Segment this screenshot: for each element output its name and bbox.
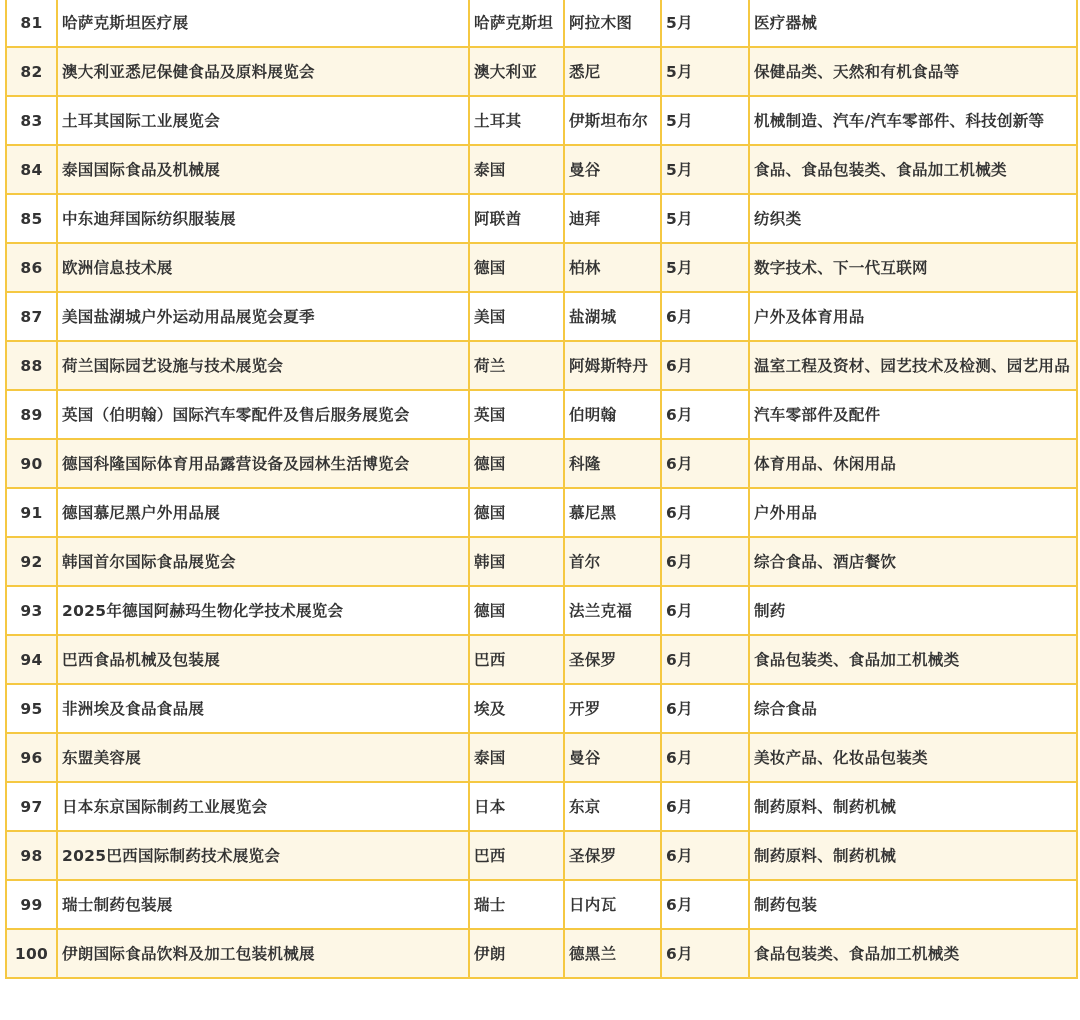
exhibition-name: 德国科隆国际体育用品露营设备及园林生活博览会 bbox=[57, 439, 469, 488]
row-number: 92 bbox=[6, 537, 57, 586]
exhibition-name: 欧洲信息技术展 bbox=[57, 243, 469, 292]
table-row bbox=[6, 292, 1077, 341]
table-row bbox=[6, 439, 1077, 488]
exhibition-name: 巴西食品机械及包装展 bbox=[57, 635, 469, 684]
category: 食品、食品包装类、食品加工机械类 bbox=[749, 145, 1077, 194]
month: 6月 bbox=[661, 733, 749, 782]
month: 6月 bbox=[661, 586, 749, 635]
month: 6月 bbox=[661, 684, 749, 733]
city: 首尔 bbox=[564, 537, 661, 586]
row-number: 85 bbox=[6, 194, 57, 243]
country: 泰国 bbox=[469, 733, 564, 782]
table-row bbox=[6, 831, 1077, 880]
exhibition-name: 非洲埃及食品食品展 bbox=[57, 684, 469, 733]
category: 数字技术、下一代互联网 bbox=[749, 243, 1077, 292]
table-row bbox=[6, 194, 1077, 243]
city: 伯明翰 bbox=[564, 390, 661, 439]
city: 法兰克福 bbox=[564, 586, 661, 635]
exhibition-name: 东盟美容展 bbox=[57, 733, 469, 782]
exhibition-name: 英国（伯明翰）国际汽车零配件及售后服务展览会 bbox=[57, 390, 469, 439]
country: 韩国 bbox=[469, 537, 564, 586]
category: 温室工程及资材、园艺技术及检测、园艺用品 bbox=[749, 341, 1077, 390]
month: 5月 bbox=[661, 145, 749, 194]
row-number: 89 bbox=[6, 390, 57, 439]
table-row bbox=[6, 0, 1077, 47]
city: 圣保罗 bbox=[564, 831, 661, 880]
row-number: 84 bbox=[6, 145, 57, 194]
month: 6月 bbox=[661, 831, 749, 880]
row-number: 86 bbox=[6, 243, 57, 292]
expo-table bbox=[5, 0, 1078, 979]
category: 制药 bbox=[749, 586, 1077, 635]
city: 圣保罗 bbox=[564, 635, 661, 684]
table-row bbox=[6, 635, 1077, 684]
country: 日本 bbox=[469, 782, 564, 831]
row-number: 96 bbox=[6, 733, 57, 782]
city: 曼谷 bbox=[564, 733, 661, 782]
country: 巴西 bbox=[469, 635, 564, 684]
row-number: 97 bbox=[6, 782, 57, 831]
table-row bbox=[6, 145, 1077, 194]
city: 开罗 bbox=[564, 684, 661, 733]
category: 保健品类、天然和有机食品等 bbox=[749, 47, 1077, 96]
row-number: 94 bbox=[6, 635, 57, 684]
row-number: 83 bbox=[6, 96, 57, 145]
row-number: 100 bbox=[6, 929, 57, 978]
month: 6月 bbox=[661, 782, 749, 831]
category: 美妆产品、化妆品包装类 bbox=[749, 733, 1077, 782]
row-number: 90 bbox=[6, 439, 57, 488]
country: 哈萨克斯坦 bbox=[469, 0, 564, 47]
month: 6月 bbox=[661, 292, 749, 341]
country: 德国 bbox=[469, 243, 564, 292]
table-row bbox=[6, 96, 1077, 145]
table-row bbox=[6, 880, 1077, 929]
exhibition-name: 2025巴西国际制药技术展览会 bbox=[57, 831, 469, 880]
month: 5月 bbox=[661, 96, 749, 145]
country: 荷兰 bbox=[469, 341, 564, 390]
city: 迪拜 bbox=[564, 194, 661, 243]
exhibition-name: 韩国首尔国际食品展览会 bbox=[57, 537, 469, 586]
table-row bbox=[6, 684, 1077, 733]
category: 综合食品 bbox=[749, 684, 1077, 733]
month: 5月 bbox=[661, 47, 749, 96]
exhibition-name: 德国慕尼黑户外用品展 bbox=[57, 488, 469, 537]
category: 医疗器械 bbox=[749, 0, 1077, 47]
category: 汽车零部件及配件 bbox=[749, 390, 1077, 439]
exhibition-name: 泰国国际食品及机械展 bbox=[57, 145, 469, 194]
exhibition-name: 土耳其国际工业展览会 bbox=[57, 96, 469, 145]
city: 慕尼黑 bbox=[564, 488, 661, 537]
exhibition-name: 荷兰国际园艺设施与技术展览会 bbox=[57, 341, 469, 390]
table-row bbox=[6, 47, 1077, 96]
country: 泰国 bbox=[469, 145, 564, 194]
city: 曼谷 bbox=[564, 145, 661, 194]
table-row bbox=[6, 488, 1077, 537]
month: 6月 bbox=[661, 488, 749, 537]
city: 阿拉木图 bbox=[564, 0, 661, 47]
row-number: 82 bbox=[6, 47, 57, 96]
city: 盐湖城 bbox=[564, 292, 661, 341]
exhibition-name: 哈萨克斯坦医疗展 bbox=[57, 0, 469, 47]
category: 制药包装 bbox=[749, 880, 1077, 929]
month: 6月 bbox=[661, 341, 749, 390]
row-number: 87 bbox=[6, 292, 57, 341]
table-row bbox=[6, 733, 1077, 782]
month: 5月 bbox=[661, 243, 749, 292]
exhibition-name: 美国盐湖城户外运动用品展览会夏季 bbox=[57, 292, 469, 341]
city: 阿姆斯特丹 bbox=[564, 341, 661, 390]
city: 悉尼 bbox=[564, 47, 661, 96]
month: 6月 bbox=[661, 880, 749, 929]
exhibition-name: 瑞士制药包装展 bbox=[57, 880, 469, 929]
row-number: 81 bbox=[6, 0, 57, 47]
city: 科隆 bbox=[564, 439, 661, 488]
city: 日内瓦 bbox=[564, 880, 661, 929]
category: 体育用品、休闲用品 bbox=[749, 439, 1077, 488]
city: 东京 bbox=[564, 782, 661, 831]
table-row bbox=[6, 929, 1077, 978]
table-row bbox=[6, 243, 1077, 292]
category: 食品包装类、食品加工机械类 bbox=[749, 929, 1077, 978]
month: 5月 bbox=[661, 0, 749, 47]
category: 户外用品 bbox=[749, 488, 1077, 537]
month: 6月 bbox=[661, 537, 749, 586]
month: 5月 bbox=[661, 194, 749, 243]
country: 美国 bbox=[469, 292, 564, 341]
category: 食品包装类、食品加工机械类 bbox=[749, 635, 1077, 684]
month: 6月 bbox=[661, 390, 749, 439]
country: 巴西 bbox=[469, 831, 564, 880]
country: 阿联酋 bbox=[469, 194, 564, 243]
category: 制药原料、制药机械 bbox=[749, 782, 1077, 831]
exhibition-name: 伊朗国际食品饮料及加工包装机械展 bbox=[57, 929, 469, 978]
exhibition-name: 2025年德国阿赫玛生物化学技术展览会 bbox=[57, 586, 469, 635]
table-row bbox=[6, 586, 1077, 635]
exhibition-name: 日本东京国际制药工业展览会 bbox=[57, 782, 469, 831]
row-number: 99 bbox=[6, 880, 57, 929]
country: 埃及 bbox=[469, 684, 564, 733]
country: 澳大利亚 bbox=[469, 47, 564, 96]
category: 综合食品、酒店餐饮 bbox=[749, 537, 1077, 586]
country: 英国 bbox=[469, 390, 564, 439]
city: 德黑兰 bbox=[564, 929, 661, 978]
country: 德国 bbox=[469, 586, 564, 635]
month: 6月 bbox=[661, 929, 749, 978]
exhibition-name: 澳大利亚悉尼保健食品及原料展览会 bbox=[57, 47, 469, 96]
table-row bbox=[6, 341, 1077, 390]
table-row bbox=[6, 537, 1077, 586]
country: 伊朗 bbox=[469, 929, 564, 978]
country: 德国 bbox=[469, 488, 564, 537]
category: 纺织类 bbox=[749, 194, 1077, 243]
country: 德国 bbox=[469, 439, 564, 488]
category: 制药原料、制药机械 bbox=[749, 831, 1077, 880]
category: 机械制造、汽车/汽车零部件、科技创新等 bbox=[749, 96, 1077, 145]
month: 6月 bbox=[661, 635, 749, 684]
city: 柏林 bbox=[564, 243, 661, 292]
row-number: 98 bbox=[6, 831, 57, 880]
exhibition-name: 中东迪拜国际纺织服装展 bbox=[57, 194, 469, 243]
row-number: 88 bbox=[6, 341, 57, 390]
table-row bbox=[6, 390, 1077, 439]
row-number: 95 bbox=[6, 684, 57, 733]
row-number: 93 bbox=[6, 586, 57, 635]
country: 土耳其 bbox=[469, 96, 564, 145]
month: 6月 bbox=[661, 439, 749, 488]
table-row bbox=[6, 782, 1077, 831]
row-number: 91 bbox=[6, 488, 57, 537]
country: 瑞士 bbox=[469, 880, 564, 929]
category: 户外及体育用品 bbox=[749, 292, 1077, 341]
expo-table-body bbox=[6, 0, 1077, 978]
city: 伊斯坦布尔 bbox=[564, 96, 661, 145]
